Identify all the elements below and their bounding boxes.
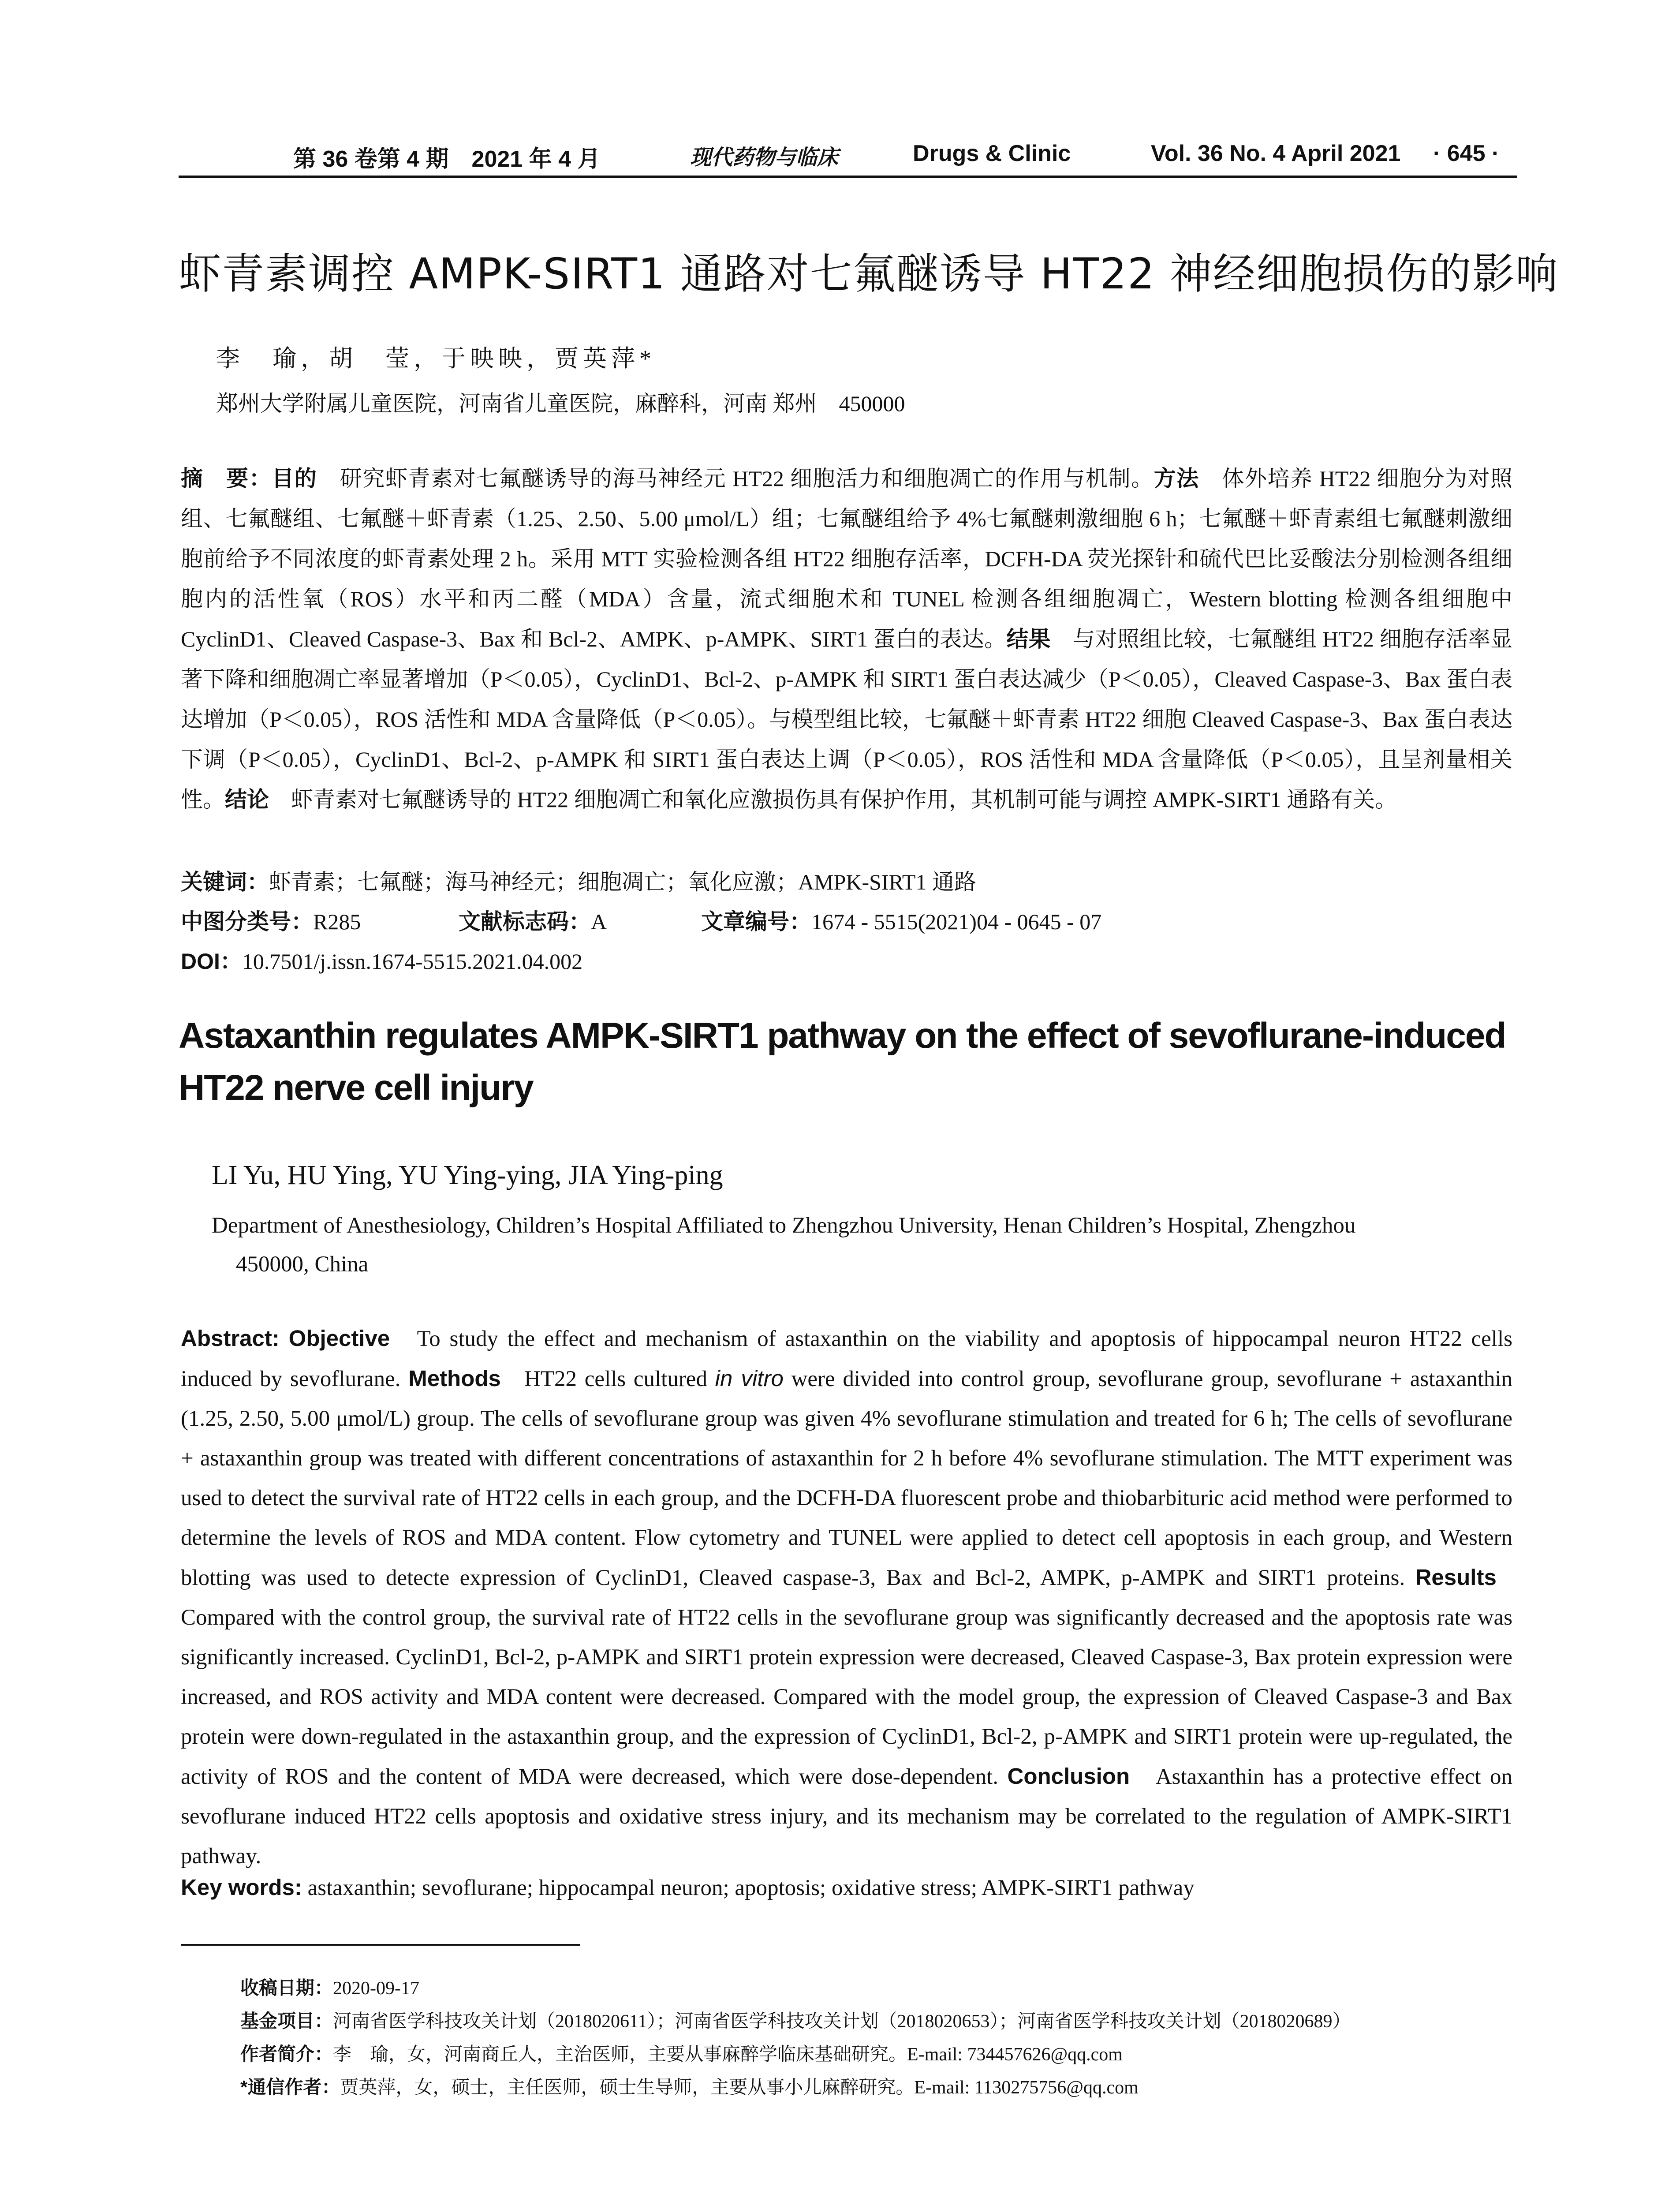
abstract-en-objective: To study the effect and mechanism of astaxanthin on the viability and apoptosis of hippocampal neuron HT22 cells induced by sevoflurane. [181, 1327, 1512, 1391]
title-en-line1: Astaxanthin regulates AMPK-SIRT1 pathway on the effect of sevoflurane-induced [179, 1016, 1506, 1056]
received-value: 2020-09-17 [333, 1978, 419, 1999]
abstract-en-methods-a: HT22 cells cultured [524, 1367, 707, 1391]
title-en-line2: HT22 nerve cell injury [179, 1068, 533, 1108]
footnote-received [240, 1973, 419, 2000]
abstract-cn-label: 摘 要： [181, 466, 272, 491]
doi [181, 944, 582, 975]
abstract-en-methods-label: Methods [408, 1366, 501, 1391]
abstract-en-label: Abstract: [181, 1326, 280, 1351]
doi-label: DOI： [181, 949, 242, 974]
abstract-cn-objective-label: 目的 [272, 466, 317, 491]
header-rule [179, 176, 1517, 178]
affiliation-en [212, 1206, 1512, 1284]
header-journal-en: Drugs & Clinic [913, 141, 1071, 166]
abstract-en-methods-b: were divided into control group, sevoflurane group, sevoflurane + astaxanthin (1.25, 2.50, 5.00 μmol/L) group. The cells of sevoflurane group was given 4% sevoflurane stimulation and treated for 6 h; The cells of sevoflurane + astaxanthin group was treated with different concentrations of astaxanthin for 2 h before 4% sevoflurane stimulation. The MTT experiment was used to detect the survival rate of HT22 cells in each group, and the DCFH-DA fluorescent probe and thiobarbituric acid method were performed to determine the levels of ROS and MDA content. Flow cytometry and TUNEL were applied to detect cell apoptosis in each group, and Western blotting was used to detecte expression of CyclinD1, Cleaved caspase-3, Bax and Bcl-2, AMPK, p-AMPK and SIRT1 proteins. [181, 1367, 1513, 1590]
abstract-cn [181, 459, 1512, 820]
abstract-cn-conclusion: 虾青素对七氟醚诱导的 HT22 细胞凋亡和氧化应激损伤具有保护作用，其机制可能与调控 AMPK-SIRT1 通路有关。 [269, 787, 1397, 812]
abstract-en-objective-label: Objective [288, 1326, 390, 1351]
clc-value: R285 [313, 909, 361, 934]
abstract-cn-conclusion-label: 结论 [225, 787, 269, 812]
article-number-value: 1674 - 5515(2021)04 - 0645 - 07 [811, 909, 1102, 934]
keywords-en [181, 1874, 1195, 1901]
classification-row [181, 904, 361, 936]
header-page-number: · 645 · [1433, 141, 1500, 166]
keywords-cn-label: 关键词： [181, 870, 269, 894]
doi-value: 10.7501/j.issn.1674-5515.2021.04.002 [242, 949, 583, 974]
abstract-en-results: Compared with the control group, the survival rate of HT22 cells in the sevoflurane group was significantly decreased and the apoptosis rate was significantly increased. CyclinD1, Bcl-2, p-AMPK and SIRT1 protein expression were decreased, Cleaved Caspase-3, Bax protein expression were increased, and ROS activity and MDA content were decreased. Compared with the model group, the expression of Cleaved Caspase-3 and Bax protein were down-regulated in the astaxanthin group, and the expression of CyclinD1, Bcl-2, p-AMPK and SIRT1 protein were up-regulated, the activity of ROS and the content of MDA were decreased, which were dose-dependent. [181, 1605, 1512, 1789]
abstract-en-conclusion: Astaxanthin has a protective effect on sevoflurane induced HT22 cells apoptosis and oxidative stress injury, and its mechanism may be correlated to the regulation of AMPK-SIRT1 pathway. [181, 1764, 1512, 1869]
authors-en: LI Yu, HU Ying, YU Ying-ying, JIA Ying-ping [212, 1160, 723, 1190]
keywords-en-text: astaxanthin; sevoflurane; hippocampal neuron; apoptosis; oxidative stress; AMPK-SIRT1 pathway [307, 1876, 1195, 1900]
header-issue-cn: 第 36 卷第 4 期 2021 年 4 月 [293, 146, 601, 172]
header-journal-cn: 现代药物与临床 [690, 145, 839, 170]
doc-code-label: 文献标志码： [459, 909, 591, 934]
keywords-cn [181, 864, 976, 896]
article-number-label: 文章编号： [701, 909, 811, 934]
affiliation-en-line1: Department of Anesthesiology, Children’s Hospital Affiliated to Zhengzhou University, Henan Children’s Hospital, Zhengzhou [212, 1213, 1356, 1238]
clc-label: 中图分类号： [181, 909, 313, 934]
footnote-rule [181, 1944, 580, 1946]
abstract-en-conclusion-label: Conclusion [1007, 1764, 1130, 1789]
keywords-cn-text: 虾青素；七氟醚；海马神经元；细胞凋亡；氧化应激；AMPK-SIRT1 通路 [269, 870, 976, 894]
abstract-en [181, 1319, 1512, 1876]
corresponding-value: 贾英萍，女，硕士，主任医师，硕士生导师，主要从事小儿麻醉研究。E-mail: 1130275756@qq.com [340, 2078, 1139, 2098]
authors-cn: 李 瑜，胡 莹，于映映，贾英萍* [216, 345, 656, 372]
corresponding-label: *通信作者： [240, 2077, 340, 2097]
abstract-cn-methods: 体外培养 HT22 细胞分为对照组、七氟醚组、七氟醚＋虾青素（1.25、2.50、5.00 μmol/L）组；七氟醚组给予 4%七氟醚刺激细胞 6 h；七氟醚＋虾青素组七氟醚刺激细胞前给予不同浓度的虾青素处理 2 h。采用 MTT 实验检测各组 HT22 细胞存活率，DCFH-DA 荧光探针和硫代巴比妥酸法分别检测各组细胞内的活性氧（ROS）水平和丙二醛（MDA）含量，流式细胞术和 TUNEL 检测各组细胞凋亡，Western blotting 检测各组细胞中 CyclinD1、Cleaved Caspase-3、Bax 和 Bcl-2、AMPK、p-AMPK、SIRT1 蛋白的表达。 [181, 466, 1513, 651]
fund-value: 河南省医学科技攻关计划（2018020611）；河南省医学科技攻关计划（2018020653）；河南省医学科技攻关计划（2018020689） [333, 2011, 1351, 2032]
footnote-corresponding [240, 2073, 1139, 2099]
keywords-en-label: Key words: [181, 1875, 302, 1900]
affiliation-cn: 郑州大学附属儿童医院，河南省儿童医院，麻醉科，河南 郑州 450000 [216, 391, 905, 416]
abstract-cn-results: 与对照组比较，七氟醚组 HT22 细胞存活率显著下降和细胞凋亡率显著增加（P＜0.05），CyclinD1、Bcl-2、p-AMPK 和 SIRT1 蛋白表达减少（P＜0.05），Cleaved Caspase-3、Bax 蛋白表达增加（P＜0.05），ROS 活性和 MDA 含量降低（P＜0.05）。与模型组比较，七氟醚＋虾青素 HT22 细胞 Cleaved Caspase-3、Bax 蛋白表达下调（P＜0.05），CyclinD1、Bcl-2、p-AMPK 和 SIRT1 蛋白表达上调（P＜0.05），ROS 活性和 MDA 含量降低（P＜0.05），且呈剂量相关性。 [181, 627, 1513, 812]
affiliation-en-line2: 450000, China [236, 1252, 369, 1277]
article-number [701, 904, 1101, 936]
doc-code [459, 904, 607, 936]
abstract-en-methods-italic: in vitro [715, 1366, 784, 1391]
fund-label: 基金项目： [240, 2011, 333, 2031]
abstract-cn-methods-label: 方法 [1154, 466, 1199, 491]
abstract-cn-objective: 研究虾青素对七氟醚诱导的海马神经元 HT22 细胞活力和细胞凋亡的作用与机制。 [317, 466, 1154, 491]
footnote-author [240, 2040, 1123, 2066]
header-issue-en: Vol. 36 No. 4 April 2021 [1151, 141, 1401, 166]
abstract-en-results-label: Results [1415, 1565, 1497, 1590]
title-cn: 虾青素调控 AMPK-SIRT1 通路对七氟醚诱导 HT22 神经细胞损伤的影响 [179, 249, 1559, 299]
title-en [179, 1010, 1506, 1114]
footnote-fund [240, 2007, 1351, 2033]
author-bio-value: 李 瑜，女，河南商丘人，主治医师，主要从事麻醉学临床基础研究。E-mail: 734457626@qq.com [333, 2044, 1123, 2065]
author-bio-label: 作者简介： [240, 2044, 333, 2064]
received-label: 收稿日期： [240, 1977, 333, 1998]
abstract-cn-results-label: 结果 [1006, 627, 1051, 651]
doc-code-value: A [591, 909, 607, 934]
